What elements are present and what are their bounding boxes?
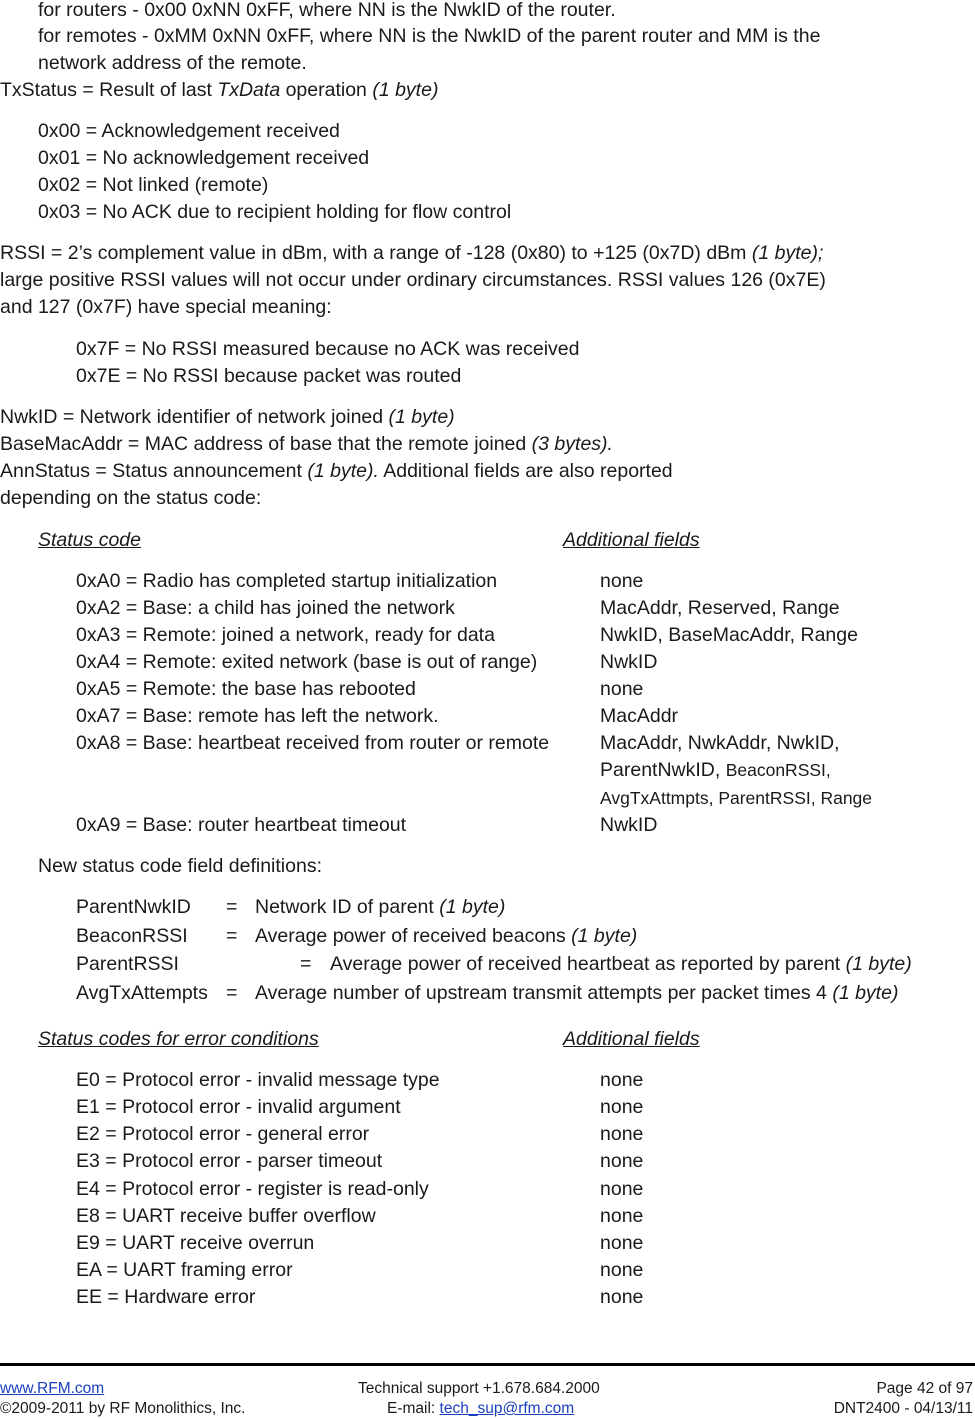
status-row-code: 0xA9 = Base: router heartbeat timeout — [76, 814, 407, 836]
status-row-fields: none — [600, 678, 644, 700]
error-row-code: E4 = Protocol error - register is read-only — [76, 1178, 429, 1200]
field-def-eq: = — [226, 896, 238, 918]
error-row-fields: none — [600, 1123, 644, 1145]
rssi-item: 0x7E = No RSSI because packet was routed — [76, 365, 462, 387]
error-row-fields: none — [600, 1096, 644, 1118]
error-additional-fields-header: Additional fields — [563, 1028, 700, 1050]
error-row-code: E1 = Protocol error - invalid argument — [76, 1096, 401, 1118]
error-row-fields: none — [600, 1205, 644, 1227]
txstatus-item: 0x03 = No ACK due to recipient holding for flow control — [38, 201, 512, 223]
error-row-code: EE = Hardware error — [76, 1286, 256, 1308]
status-row-code: 0xA7 = Base: remote has left the network. — [76, 705, 439, 727]
error-row-fields: none — [600, 1069, 644, 1091]
field-def-desc: Average number of upstream transmit attempts per packet times 4 (1 byte) — [255, 982, 899, 1004]
status-row-fields: NwkID — [600, 651, 658, 673]
field-def-name: ParentNwkID — [76, 896, 191, 918]
status-row-fields: MacAddr, Reserved, Range — [600, 597, 840, 619]
copyright: ©2009-2011 by RF Monolithics, Inc. — [0, 1400, 246, 1417]
error-row-fields: none — [600, 1232, 644, 1254]
field-def-desc: Network ID of parent (1 byte) — [255, 896, 506, 918]
support-email: E-mail: tech_sup@rfm.com — [387, 1400, 575, 1417]
field-def-desc: Average power of received heartbeat as reported by parent (1 byte) — [330, 953, 912, 975]
intro-remotes-2: network address of the remote. — [38, 52, 307, 74]
new-fields-heading: New status code field definitions: — [38, 855, 322, 877]
intro-routers: for routers - 0x00 0xNN 0xFF, where NN is the NwkID of the router. — [38, 0, 616, 21]
status-row-fields: MacAddr — [600, 705, 679, 727]
annstatus-line-2: depending on the status code: — [0, 487, 262, 509]
status-row-code: 0xA0 = Radio has completed startup initialization — [76, 570, 498, 592]
website-link[interactable]: www.RFM.com — [0, 1380, 105, 1397]
error-row-code: E3 = Protocol error - parser timeout — [76, 1150, 383, 1172]
error-row-fields: none — [600, 1259, 644, 1281]
error-row-fields: none — [600, 1178, 644, 1200]
rssi-definition: RSSI = 2’s complement value in dBm, with a range of -128 (0x80) to +125 (0x7D) dBm (1 byte); — [0, 242, 824, 264]
field-def-name: BeaconRSSI — [76, 925, 188, 947]
error-row-fields: none — [600, 1286, 644, 1308]
error-codes-header: Status codes for error conditions — [38, 1028, 319, 1050]
error-row-fields: none — [600, 1150, 644, 1172]
intro-remotes-1: for remotes - 0xMM 0xNN 0xFF, where NN is the NwkID of the parent router and MM is the — [38, 25, 821, 47]
txstatus-item: 0x00 = Acknowledgement received — [38, 120, 340, 142]
error-row-code: E9 = UART receive overrun — [76, 1232, 315, 1254]
error-row-code: E8 = UART receive buffer overflow — [76, 1205, 376, 1227]
status-row-fields: NwkID — [600, 814, 658, 836]
status-row-fields: MacAddr, NwkAddr, NwkID, — [600, 732, 840, 754]
error-row-code: E2 = Protocol error - general error — [76, 1123, 370, 1145]
annstatus-definition: AnnStatus = Status announcement (1 byte). Additional fields are also reported — [0, 460, 673, 482]
field-def-eq: = — [226, 982, 238, 1004]
rssi-line-3: and 127 (0x7F) have special meaning: — [0, 296, 332, 318]
rssi-item: 0x7F = No RSSI measured because no ACK was received — [76, 338, 580, 360]
field-def-eq: = — [226, 925, 238, 947]
txstatus-item: 0x02 = Not linked (remote) — [38, 174, 269, 196]
status-row-code: 0xA8 = Base: heartbeat received from router or remote — [76, 732, 550, 754]
field-def-name: ParentRSSI — [76, 953, 179, 975]
rssi-line-2: large positive RSSI values will not occur under ordinary circumstances. RSSI values 126 (0x7E) — [0, 269, 826, 291]
status-row-code: 0xA4 = Remote: exited network (base is out of range) — [76, 651, 538, 673]
status-row-fields: none — [600, 570, 644, 592]
email-link[interactable]: tech_sup@rfm.com — [439, 1400, 575, 1417]
page-number: Page 42 of 97 — [876, 1380, 973, 1397]
error-row-code: E0 = Protocol error - invalid message type — [76, 1069, 440, 1091]
status-row-code: 0xA5 = Remote: the base has rebooted — [76, 678, 416, 700]
nwkid-definition: NwkID = Network identifier of network joined (1 byte) — [0, 406, 455, 428]
field-def-name: AvgTxAttempts — [76, 982, 208, 1004]
field-def-desc: Average power of received beacons (1 byte) — [255, 925, 638, 947]
status-code-header: Status code — [38, 529, 141, 551]
basemac-definition: BaseMacAddr = MAC address of base that the remote joined (3 bytes). — [0, 433, 613, 455]
status-row-code: 0xA2 = Base: a child has joined the network — [76, 597, 455, 619]
status-row-code: 0xA3 = Remote: joined a network, ready for data — [76, 624, 495, 646]
footer-divider — [0, 1363, 975, 1366]
status-row-fields-continued: ParentNwkID, BeaconRSSI, — [600, 759, 831, 781]
support-phone: Technical support +1.678.684.2000 — [358, 1380, 600, 1397]
status-row-fields-continued: AvgTxAttmpts, ParentRSSI, Range — [600, 788, 873, 808]
txstatus-item: 0x01 = No acknowledgement received — [38, 147, 370, 169]
status-row-fields: NwkID, BaseMacAddr, Range — [600, 624, 858, 646]
error-row-code: EA = UART framing error — [76, 1259, 293, 1281]
additional-fields-header: Additional fields — [563, 529, 700, 551]
doc-id: DNT2400 - 04/13/11 — [833, 1400, 973, 1417]
txstatus-definition: TxStatus = Result of last TxData operation (1 byte) — [0, 79, 439, 101]
field-def-eq: = — [300, 953, 312, 975]
